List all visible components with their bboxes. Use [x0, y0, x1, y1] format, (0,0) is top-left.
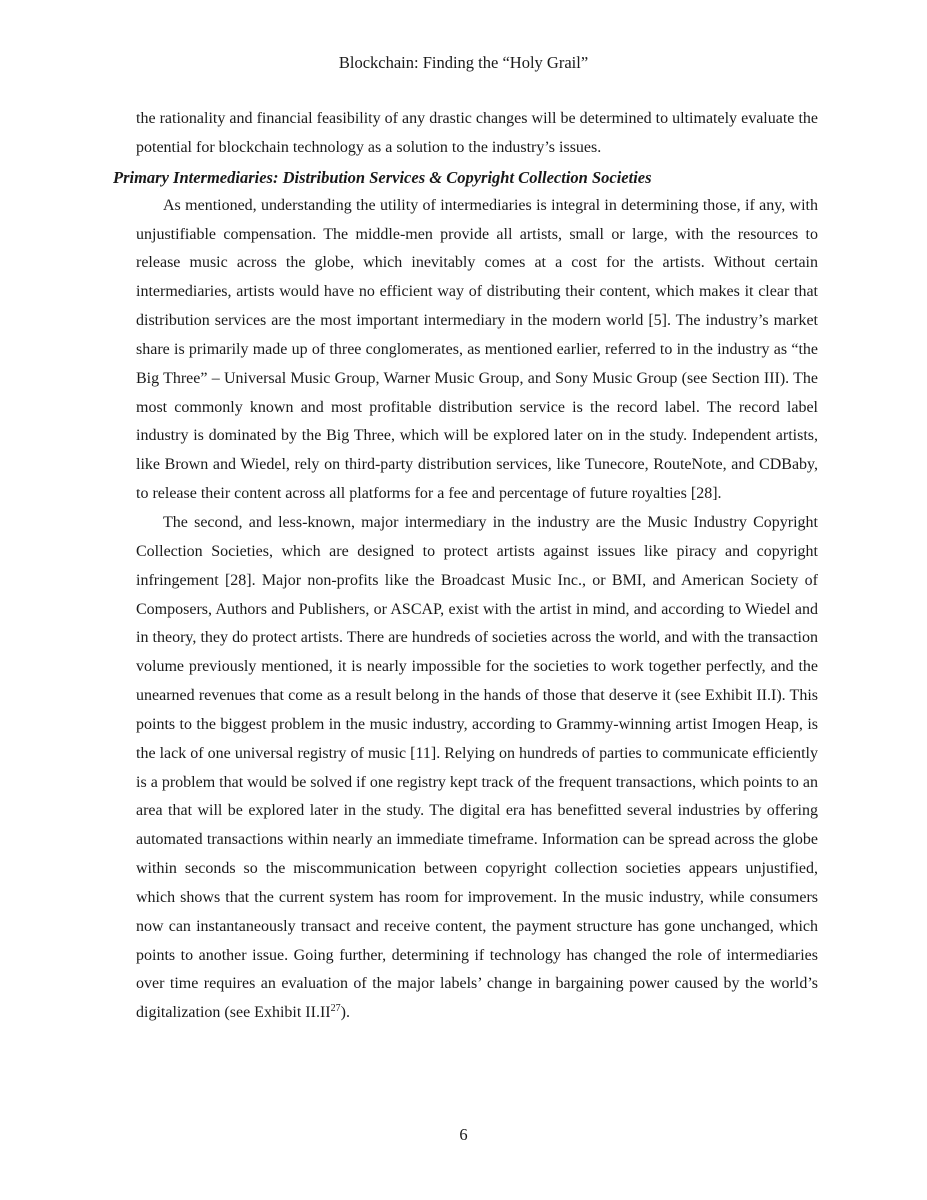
footnote-reference: 27 — [330, 1003, 341, 1015]
paragraph-copyright-societies-end: ). — [340, 1004, 350, 1022]
running-header: Blockchain: Finding the “Holy Grail” — [338, 53, 589, 72]
intro-continuation-paragraph: the rationality and financial feasibility of any drastic changes will be determined to ultimately evaluate the potential for blockchain technology as a solution to the industry’s issues. — [136, 110, 818, 156]
paragraph-distribution-services: As mentioned, understanding the utility of intermediaries is integral in determining those, if any, with unjustifiable compensation. The middle-men provide all artists, small or large, with the resources to release music across the globe, which inevitably comes at a cost for the artists. Without certain intermediaries, artists would have no efficient way of distributing their content, which makes it clear that distribution services are the most important intermediary in the modern world [5]. The industry’s market share is primarily made up of three conglomerates, as mentioned earlier, referred to in the industry as “the Big Three” – Universal Music Group, Warner Music Group, and Sony Music Group (see Section III). The most commonly known and most profitable distribution service is the record label. The record label industry is dominated by the Big Three, which will be explored later on in the study. Independent artists, like Brown and Wiedel, rely on third-party distribution services, like Tunecore, RouteNote, and CDBaby, to release their content across all platforms for a fee and percentage of future royalties [28]. — [136, 196, 818, 503]
page-number: 6 — [459, 1125, 468, 1144]
paragraph-copyright-societies — [136, 509, 818, 1028]
page-body — [113, 105, 818, 1028]
section-heading: Primary Intermediaries: Distribution Services & Copyright Collection Societies — [113, 167, 652, 187]
paragraph-copyright-societies-text: The second, and less-known, major intermediary in the industry are the Music Industry Copyright Collection Societies, which are designed to protect artists against issues like piracy and copyright infringement [28]. Major non-profits like the Broadcast Music Inc., or BMI, and American Society of Composers, Authors and Publishers, or ASCAP, exist with the artist in mind, and according to Wiedel and in theory, they do protect artists. There are hundreds of societies across the world, and with the transaction volume previously mentioned, it is nearly impossible for the societies to work together perfectly, and the unearned revenues that come as a result belong in the hands of those that deserve it (see Exhibit II.I). This points to the biggest problem in the music industry, according to Grammy-winning artist Imogen Heap, is the lack of one universal registry of music [11]. Relying on hundreds of parties to communicate efficiently is a problem that would be solved if one registry kept track of the frequent transactions, which points to an area that will be explored later in the study. The digital era has benefitted several industries by offering automated transactions within nearly an immediate timeframe. Information can be spread across the globe within seconds so the miscommunication between copyright collection societies appears unjustified, which shows that the current system has room for improvement. In the music industry, while consumers now can instantaneously transact and receive content, the payment structure has gone unchanged, which points to another issue. Going further, determining if technology has changed the role of intermediaries over time requires an evaluation of the major labels’ change in bargaining power caused by the world’s digitalization (see Exhibit II.II — [136, 513, 818, 1022]
